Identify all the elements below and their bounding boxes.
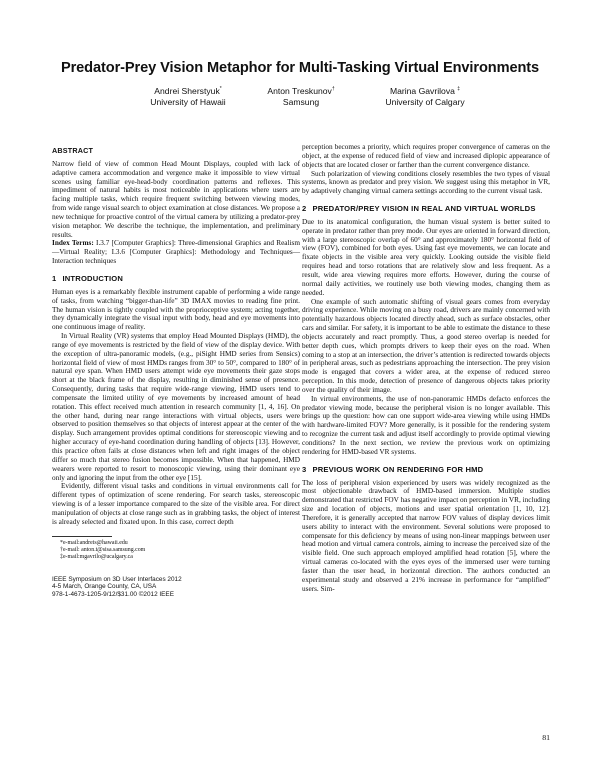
author-3 (355, 84, 495, 108)
author-mark: † (331, 86, 335, 92)
author-mark: ‡ (457, 86, 461, 92)
author-name: Andrei Sherstyuk (154, 85, 220, 96)
footnote-email: ‡e-mail:mgavrilo@ucalgary.ca (60, 554, 133, 561)
index-terms-text: I.3.7 [Computer Graphics]: Three-dimensional Graphics and Realism—Virtual Reality; I.3.6 [Computer Graphics]: Methodology and Techniques—Interaction techniques (52, 239, 301, 266)
page-number: 81 (542, 733, 550, 742)
right-column (302, 143, 550, 594)
abstract-heading: ABSTRACT (52, 146, 94, 155)
abstract-text: Narrow field of view of common Head Mount Displays, coupled with lack of adaptive camera accommodation and vergence make it impossible to view virtual scenes using familiar eye-head-body coordination patterns and reflexes. This impediment of natural habits is most noticeable in applications where users are facing multiple tasks, which require frequent switching between viewing modes, from wide range visual search to object examination at close distances. We propose a new technique for proactive control of the virtual camera by utilizing a predator-prey vision metaphor. We describe the technique, the implementation, and preliminary results. (52, 159, 300, 239)
venue-line: 978-1-4673-1205-9/12/$31.00 ©2012 IEEE (52, 591, 174, 598)
section-2-paragraph: One example of such automatic shifting of visual gears comes from everyday driving experience. While moving on a busy road, drivers are mainly concerned with potentially hazardous objects located directly ahead, such as surface obstacles, other cars and similar. For safety, it is important to be able to estimate the distance to these objects accurately and react promptly. Thus, a good stereo overlap is needed for better depth cues, which prompts drivers to keep their eyes on the road. When coming to a stop at an intersection, the driver’s attention is redirected towards objects in peripheral areas, such as pedestrians approaching the intersection. The prey vision mode is engaged that covers a wider area, at the expense of reduced stereo perception. In this mode, detection of presence of dangerous objects takes priority over the quality of their image. (302, 297, 550, 394)
section-1-paragraph: In Virtual Reality (VR) systems that employ Head Mounted Displays (HMD), the range of eye movements is restricted by the field of view of the display device. With the exception of ultra-panoramic models, (e.g., piSight HMD series from Sensics) horizontal field of view of most HMDs ranges from 30° to 50°, compared to 180° of natural eye span. When HMD users attempt wide eye movements their gaze stops short at the black frame of the display, resulting in diminished sense of presence. Consequently, during tasks that require wide-range viewing, HMD users tend to compensate the limited utility of eye movements by increased amount of head rotation. This effect received much attention in research community [1, 4, 16]. On the other hand, during near range interactions with virtual objects, users were observed to position themselves so that objects of interest appear at the center of the display. Such arrangement provides optimal conditions for stereoscopic viewing and higher accuracy of eye-hand coordination during handling of objects [13]. However, this practice often fails at close distances when left and right images of the object differ so much that stereo fusion becomes impossible. When that happened, HMD wearers were reported to resort to monoscopic viewing, using their dominant eye only and ignoring the input from the other eye [15]. (52, 332, 300, 482)
section-2-heading: 2 PREDATOR/PREY VISION IN REAL AND VIRTUAL WORLDS (302, 204, 536, 214)
section-1-paragraph: Evidently, different visual tasks and conditions in virtual environments call for different types of optimization of scene rendering. For search tasks, stereoscopic viewing is of a lesser importance compared to the size of the visible area. For direct manipulation of objects at close range such as in grabbing tasks, the object of interest is already selected and fixated upon. In this case, correct depth (52, 482, 300, 526)
footnote-email: †e-mail: anton.t@sisa.samsung.com (60, 547, 146, 553)
paper-title: Predator-Prey Vision Metaphor for Multi-Tasking Virtual Environments (60, 60, 540, 76)
paragraph: perception becomes a priority, which requires proper convergence of cameras on the object, at the expense of reduced field of view and increased diplopic appearance of objects that are located closer or farther than the current convergence distance. (302, 143, 550, 169)
author-name: Marina Gavrilova (389, 85, 455, 96)
section-3-paragraph: The loss of peripheral vision experienced by users was widely recognized as the most objectionable drawback of HMD-based immersion. Multiple studies demonstrated that restricted FOV has negative impact on perception in VR, including size and location of objects, motions and user spatial orientation [1, 10, 12]. Therefore, it is generally accepted that narrow FOV values of display devices limit users ability to interact with the environment. Several solutions were proposed to compensate for this deficiency by means of using non-linear mappings between user head motion and virtual camera controls, aiming to increase the perceived size of the visible field. One such approach employed amplified head rotation [5], where the virtual cameras co-located with the eyes eyes of the immersed user were turning faster than the user head, in horizontal direction. The authors conducted an experimental study and observed a 21% increase in performance for “amplified” users. Sim- (302, 478, 550, 593)
paragraph: Such polarization of viewing conditions closely resembles the two types of visual systems, known as predator and prey vision. We suggest using this metaphor in VR, by adaptively changing virtual camera settings according to the current visual task. (302, 169, 550, 196)
venue-line: 4-5 March, Orange County, CA, USA (52, 583, 157, 591)
venue-line: IEEE Symposium on 3D User Interfaces 2012 (52, 575, 182, 583)
author-2 (241, 84, 361, 108)
footnote-rule (52, 536, 112, 537)
index-terms-label: Index Terms: (52, 239, 94, 248)
author-affiliation: Samsung (282, 96, 320, 107)
footnote-email: *e-mail:andreis@hawaii.edu (60, 539, 128, 546)
venue-info (52, 576, 300, 599)
left-column (52, 147, 300, 599)
author-1 (128, 84, 248, 108)
author-name: Anton Treskunov (267, 85, 332, 96)
author-mark: * (219, 86, 222, 92)
section-2-paragraph: In virtual environments, the use of non-panoramic HMDs defacto enforces the predator viewing mode, because the peripheral vision is no longer available. This brings up the question: how can one support wide-area viewing while using HMDs with hardware-limited FOV? More generally, is it possible for the rendering system to recognize the current task and adjust itself accordingly to provide optimal viewing conditions? In the next section, we review the previous work on optimizing rendering for HMD-based VR systems. (302, 394, 550, 456)
section-2-paragraph: Due to its anatomical configuration, the human visual system is better suited to operate in predator rather than prey mode. Our eyes are oriented in forward direction, with a large stereoscopic overlap of 60° and approximately 180° horizontal field of view (FOV), combined for both eyes. Using fast eye movements, we can locate and fixate objects in the visible area very quickly. Looking outside the visible field requires head and torso rotations that are relatively slow and less frequent. As a result, wide area viewing requires more efforts. However, during the course of normal daily activities, we routinely use both viewing modes, changing them as needed. (302, 217, 550, 297)
section-3-heading: 3 PREVIOUS WORK ON RENDERING FOR HMD (302, 464, 484, 474)
author-affiliation: University of Calgary (385, 96, 465, 107)
section-1-paragraph: Human eyes is a remarkably flexible instrument capable of performing a wide range of tasks, from watching “bigger-than-life” 3D IMAX movies to reading fine print. The human vision is tightly coupled with the proprioceptive system; acting together, they dynamically integrate the visual input with body, head and eye movements into one continuous image of reality. (52, 287, 300, 332)
author-affiliation: University of Hawaii (150, 96, 226, 107)
section-1-heading: 1 INTRODUCTION (52, 273, 124, 283)
index-terms (52, 239, 300, 266)
